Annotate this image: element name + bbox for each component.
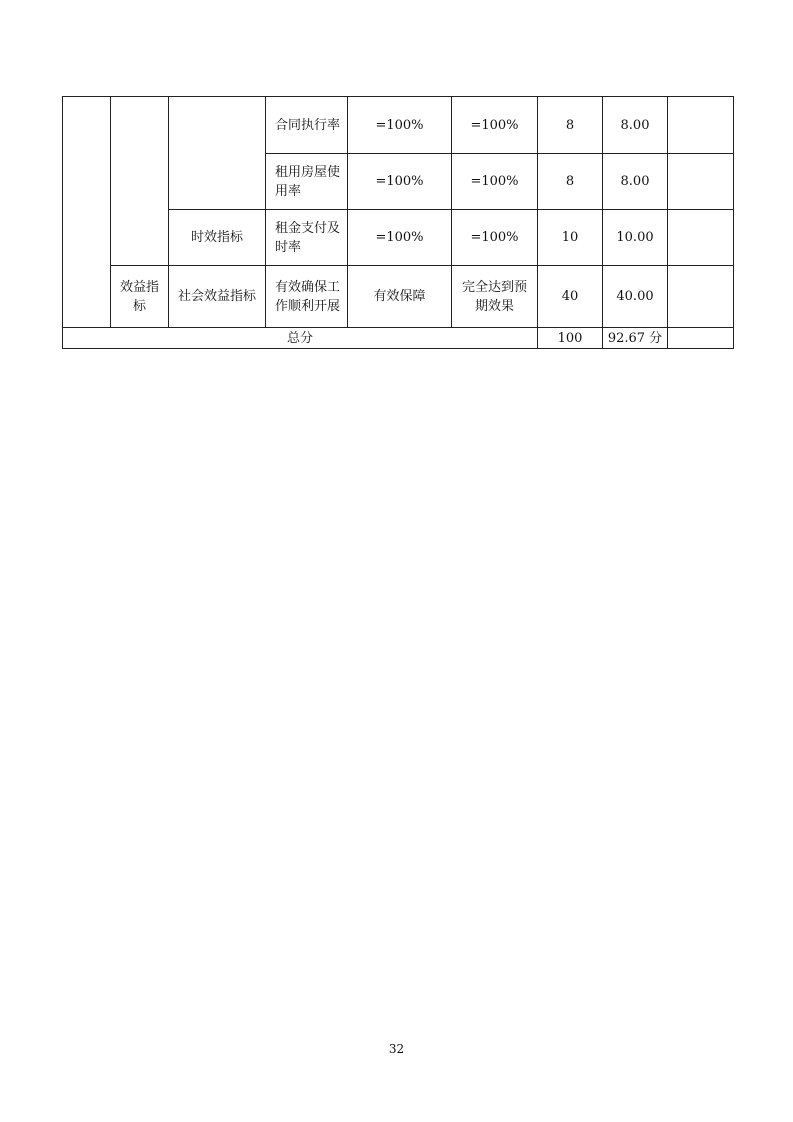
note-cell (668, 210, 734, 266)
score-value: 8.00 (603, 154, 668, 210)
actual-value: =100% (452, 97, 538, 154)
category-cell-blank (63, 97, 111, 328)
target-value: =100% (348, 97, 452, 154)
level2-cell-blank (169, 97, 266, 210)
level1-label: 效益指标 (111, 266, 169, 328)
level2-label: 时效指标 (169, 210, 266, 266)
table-row (63, 266, 734, 328)
indicator-name: 有效确保工作顺利开展 (266, 266, 348, 328)
actual-value: 完全达到预期效果 (452, 266, 538, 328)
indicator-name: 租金支付及时率 (266, 210, 348, 266)
table-row (63, 97, 734, 154)
target-value: 有效保障 (348, 266, 452, 328)
level1-cell-blank (111, 97, 169, 266)
note-cell (668, 97, 734, 154)
total-score: 92.67 分 (603, 328, 668, 349)
performance-evaluation-table (62, 96, 734, 349)
actual-value: =100% (452, 210, 538, 266)
actual-value: =100% (452, 154, 538, 210)
score-value: 8.00 (603, 97, 668, 154)
total-weight: 100 (538, 328, 603, 349)
weight-value: 40 (538, 266, 603, 328)
page-number: 32 (388, 1042, 405, 1056)
score-value: 10.00 (603, 210, 668, 266)
score-value: 40.00 (603, 266, 668, 328)
weight-value: 10 (538, 210, 603, 266)
total-row (63, 328, 734, 349)
indicator-name: 合同执行率 (266, 97, 348, 154)
total-note (668, 328, 734, 349)
level2-label: 社会效益指标 (169, 266, 266, 328)
note-cell (668, 266, 734, 328)
indicator-name: 租用房屋使用率 (266, 154, 348, 210)
weight-value: 8 (538, 97, 603, 154)
weight-value: 8 (538, 154, 603, 210)
target-value: =100% (348, 154, 452, 210)
target-value: =100% (348, 210, 452, 266)
total-label: 总分 (63, 328, 538, 349)
note-cell (668, 154, 734, 210)
